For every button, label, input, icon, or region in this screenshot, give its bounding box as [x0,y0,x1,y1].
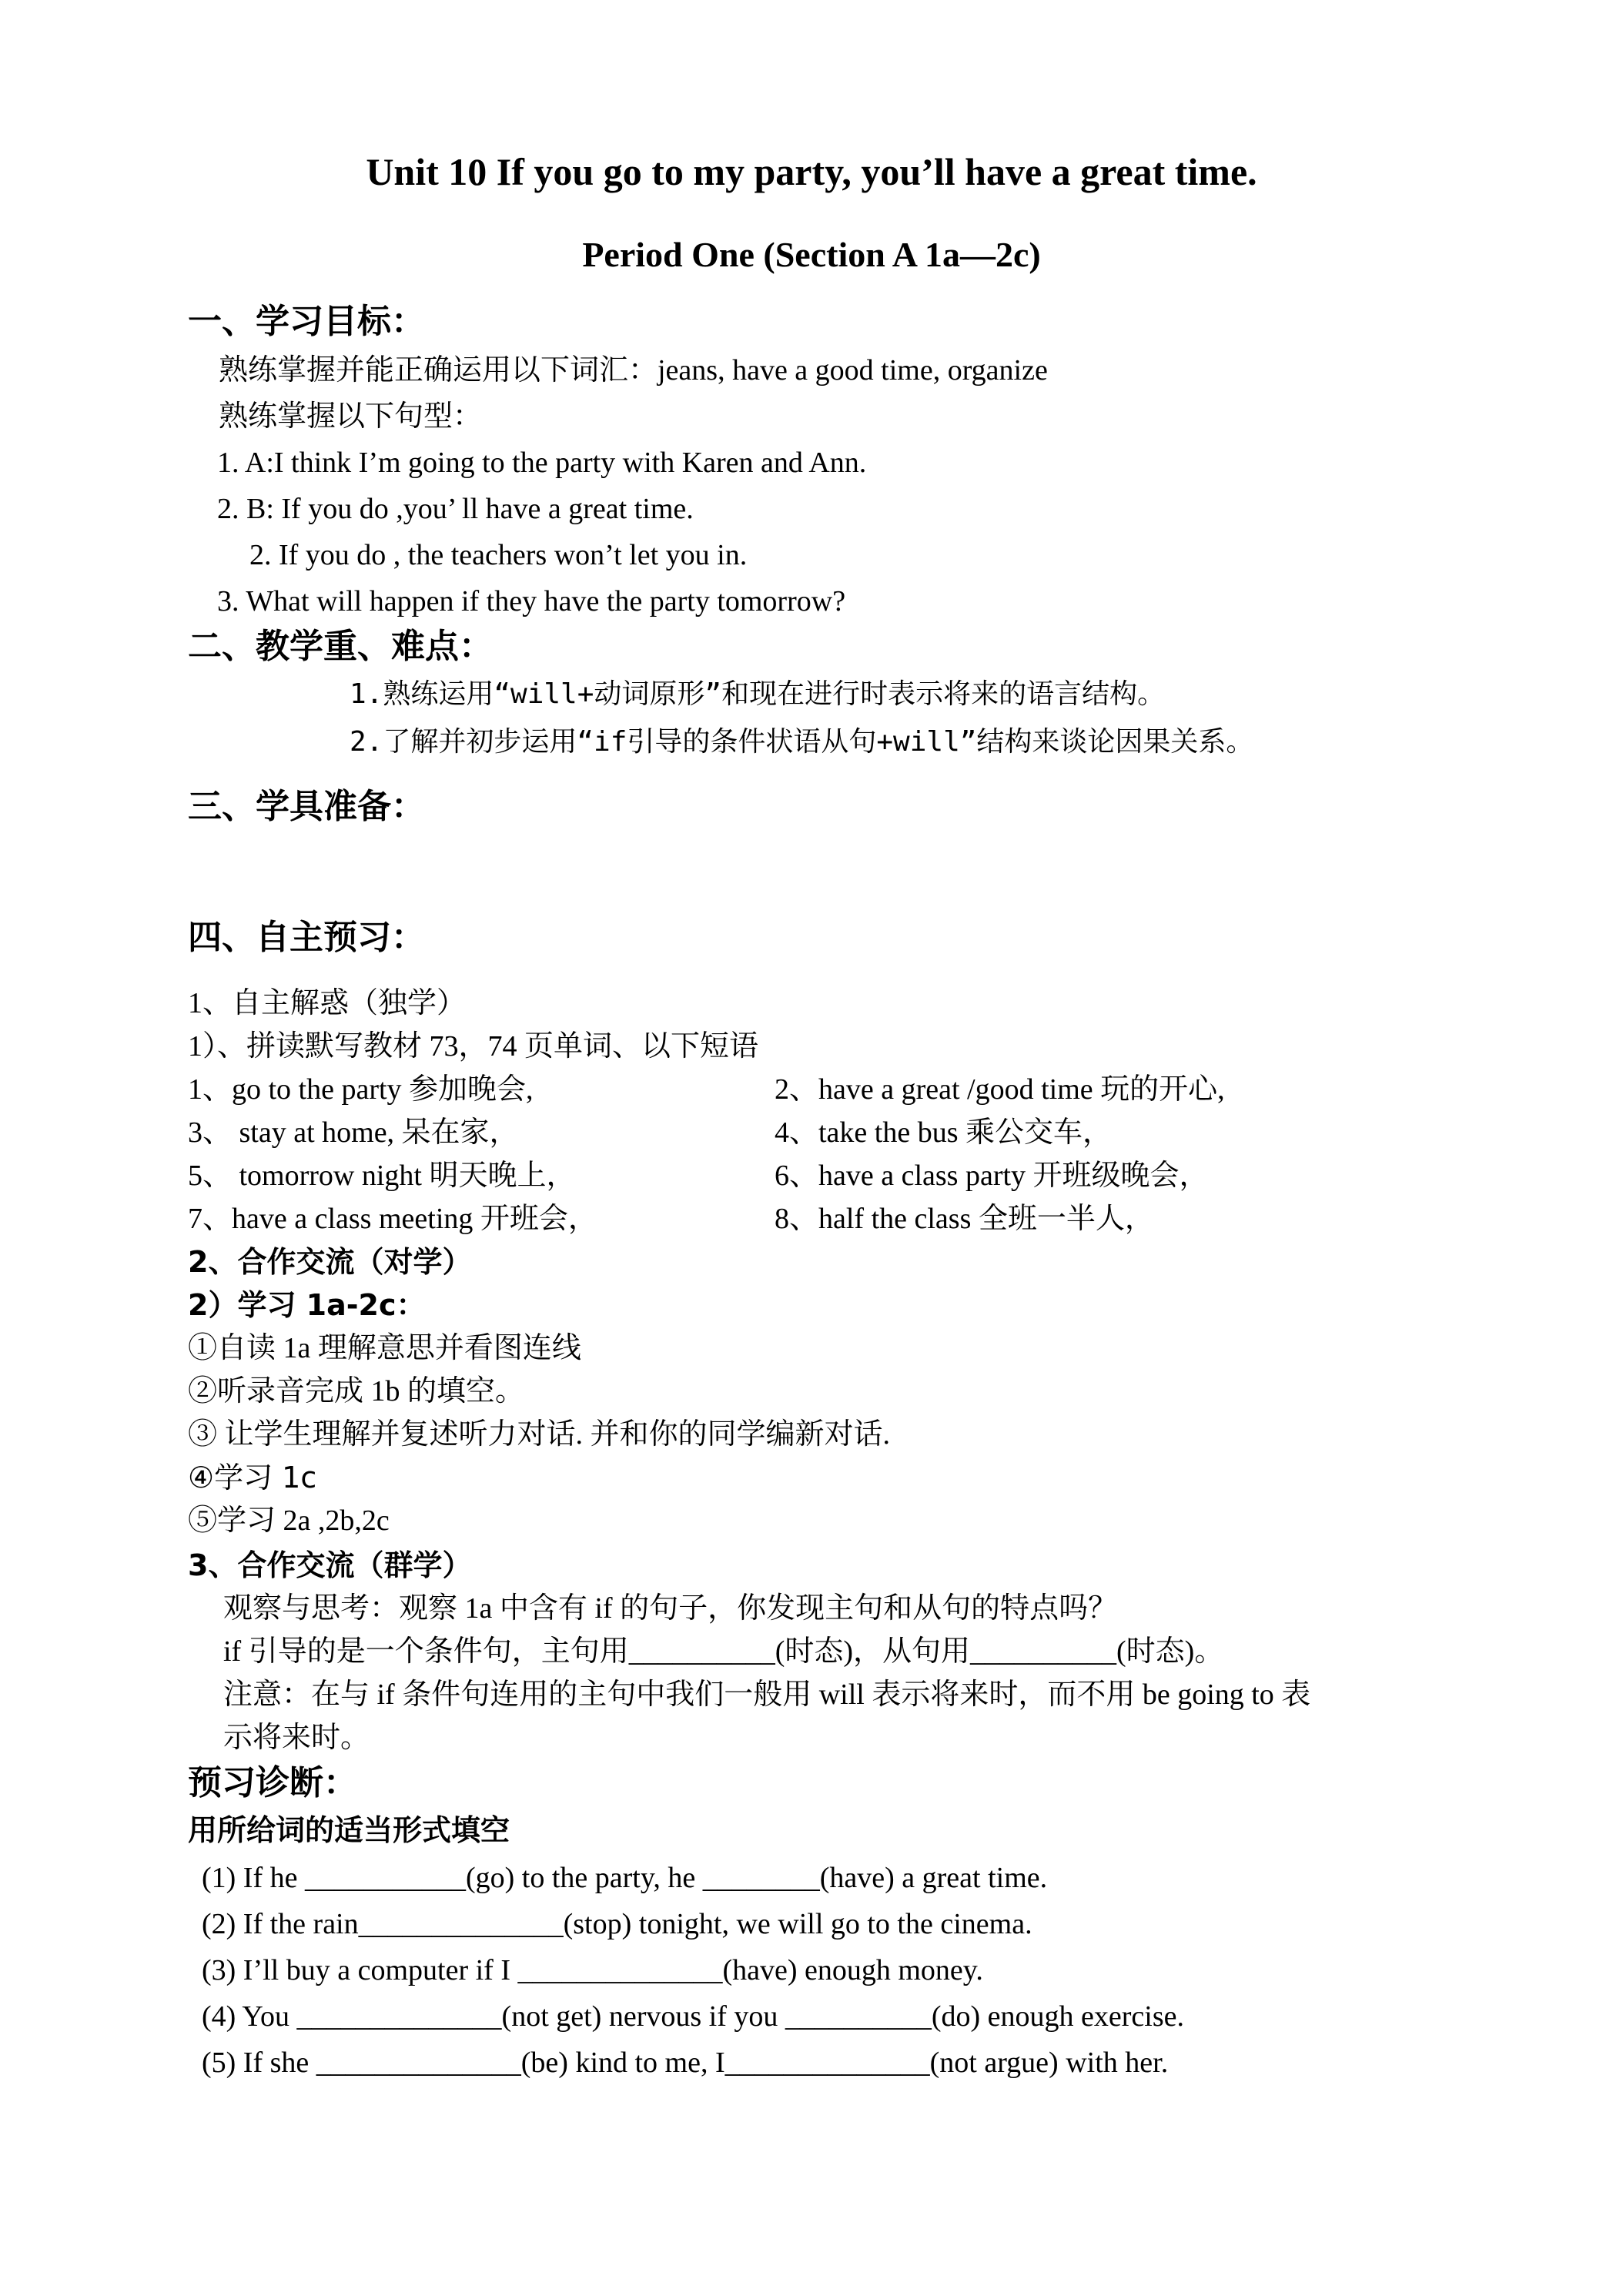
exercise-item: (4) You ______________(not get) nervous if you __________(do) enough exercise. [202,2000,1184,2033]
study-heading: 2）学习 1a-2c： [188,1288,426,1322]
objective-line: 2. If you do , the teachers won’t let you in. [249,539,748,571]
phrase-item: 8、half the class 全班一半人， [775,1203,1154,1235]
key-points-heading: 二、教学重、难点： [188,627,493,666]
group-line: 示将来时。 [223,1722,370,1754]
exercise-item: (2) If the rain______________(stop) tonight, we will go to the cinema. [202,1908,1032,1940]
study-step: ①自读 1a 理解意思并看图连线 [188,1332,581,1364]
period-title: Period One (Section A 1a—2c) [582,235,1041,274]
objectives-heading: 一、学习目标： [188,302,425,341]
objective-line: 熟练掌握并能正确运用以下词汇：jeans, have a good time, organize [219,354,1048,387]
group-heading: 3、合作交流（群学） [188,1548,472,1582]
preview-line: 1）、拼读默写教材 73，74 页单词、以下短语 [188,1030,759,1063]
key-point-line: 2.了解并初步运用“if引导的条件状语从句+will”结构来谈论因果关系。 [350,726,1254,758]
exercise-item: (5) If she ______________(be) kind to me, I______________(not argue) with her. [202,2047,1169,2079]
unit-title: Unit 10 If you go to my party, you’ll have a great time. [366,150,1257,193]
phrase-item: 3、 stay at home, 呆在家， [188,1116,519,1149]
exercise-item: (3) I’ll buy a computer if I ______________(have) enough money. [202,1954,983,1986]
objective-line: 3. What will happen if they have the party tomorrow? [217,585,846,618]
materials-heading: 三、学具准备： [188,787,425,826]
objective-line: 熟练掌握以下句型： [219,400,483,433]
phrase-item: 2、have a great /good time 玩的开心, [775,1073,1225,1106]
objective-line: 1. A:I think I’m going to the party with Karen and Ann. [217,447,867,479]
study-step: ②听录音完成 1b 的填空。 [188,1375,525,1407]
phrase-item: 4、take the bus 乘公交车， [775,1116,1113,1149]
diagnosis-instruction: 用所给词的适当形式填空 [188,1813,510,1847]
exercise-item: (1) If he ___________(go) to the party, he ________(have) a great time. [202,1862,1048,1894]
phrase-item: 5、 tomorrow night 明天晚上， [188,1160,576,1192]
preview-heading: 四、自主预习： [188,918,425,957]
phrase-item: 1、go to the party 参加晚会, [188,1073,534,1106]
coop-heading: 2、合作交流（对学） [188,1245,472,1279]
diagnosis-heading: 预习诊断： [188,1763,357,1802]
phrase-item: 7、have a class meeting 开班会， [188,1203,597,1235]
preview-line: 1、自主解惑（独学） [188,987,467,1019]
phrase-item: 6、have a class party 开班级晚会， [775,1160,1209,1192]
study-step: ③ 让学生理解并复述听力对话. 并和你的同学编新对话. [188,1418,891,1451]
key-point-line: 1.熟练运用“will+动词原形”和现在进行时表示将来的语言结构。 [350,678,1166,710]
study-step: ④学习 1c [188,1461,317,1494]
group-line: 观察与思考：观察 1a 中含有 if 的句子，你发现主句和从句的特点吗？ [223,1592,1118,1625]
group-line: if 引导的是一个条件句，主句用__________(时态)，从句用__________(时态)。 [223,1635,1224,1668]
objective-line: 2. B: If you do ,you’ ll have a great time. [217,493,694,525]
group-line: 注意：在与 if 条件句连用的主句中我们一般用 will 表示将来时，而不用 be going to 表 [223,1678,1311,1711]
study-step: ⑤学习 2a ,2b,2c [188,1504,390,1537]
